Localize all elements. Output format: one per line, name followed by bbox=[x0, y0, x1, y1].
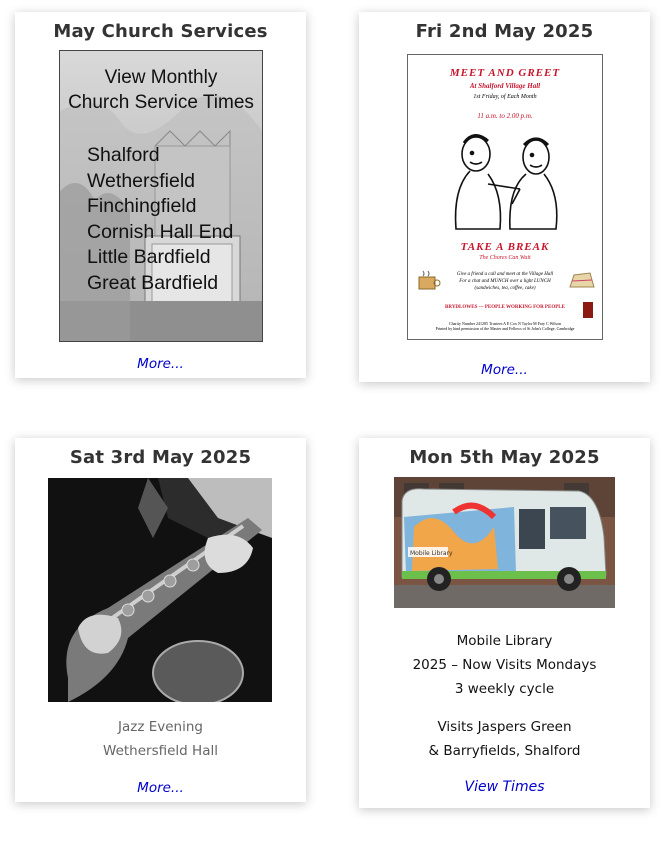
card-jazz-evening bbox=[15, 438, 306, 802]
poster-charity-line-2: Printed by kind permission of the Master and Fellows of St John's College, Cambridge bbox=[435, 326, 575, 331]
tea-cup-icon bbox=[416, 269, 442, 293]
saxophone-photo[interactable] bbox=[48, 478, 272, 702]
church-services-image[interactable] bbox=[59, 50, 263, 342]
wine-bottle-icon bbox=[580, 300, 596, 320]
place-item: Cornish Hall End bbox=[87, 220, 234, 243]
mobile-library-bus-image bbox=[394, 477, 615, 608]
poster-time: 11 a.m. to 2.00 p.m. bbox=[477, 112, 533, 120]
card-title: Mon 5th May 2025 bbox=[409, 447, 600, 468]
church-heading-line-2: Church Service Times bbox=[68, 92, 254, 113]
poster-venue: At Shalford Village Hall bbox=[469, 82, 541, 90]
place-item: Finchingfield bbox=[87, 195, 197, 217]
more-link[interactable]: More... bbox=[137, 780, 184, 796]
card-mobile-library bbox=[359, 438, 650, 808]
place-item: Shalford bbox=[87, 144, 160, 166]
place-item: Wethersfield bbox=[87, 169, 196, 192]
library-line-5: & Barryfields, Shalford bbox=[428, 743, 581, 759]
event-venue: Wethersfield Hall bbox=[103, 743, 218, 759]
poster-invite-line-3: (sandwiches, tea, coffee, cake) bbox=[474, 286, 536, 291]
place-item: Little Bardfield bbox=[87, 246, 211, 268]
poster-footer: BRYDLOWES — PEOPLE WORKING FOR PEOPLE bbox=[445, 305, 565, 310]
library-line-2: 2025 – Now Visits Mondays bbox=[412, 657, 597, 673]
place-item: Great Bardfield bbox=[87, 271, 219, 294]
library-line-1: Mobile Library bbox=[456, 633, 553, 649]
card-meet-and-greet bbox=[359, 12, 650, 382]
sandwich-icon bbox=[568, 267, 596, 291]
more-link[interactable]: More... bbox=[137, 356, 184, 372]
poster-invite bbox=[444, 271, 566, 292]
library-line-4: Visits Jaspers Green bbox=[437, 719, 572, 735]
cartoon-men-illustration bbox=[408, 129, 602, 239]
event-name: Jazz Evening bbox=[118, 719, 203, 735]
poster-invite-line-1: Give a friend a call and meet at the Village Hall bbox=[456, 272, 554, 277]
church-heading-line-1: View Monthly bbox=[104, 67, 218, 88]
card-church-services bbox=[15, 12, 306, 378]
poster-tagline: TAKE A BREAK bbox=[460, 241, 550, 253]
more-link[interactable]: More... bbox=[481, 362, 528, 378]
poster-charity bbox=[408, 321, 602, 331]
card-title: Sat 3rd May 2025 bbox=[69, 447, 252, 468]
view-times-link[interactable]: View Times bbox=[464, 779, 545, 795]
poster-charity-line-1: Charity Number 241285 Trustees A E Cox N Taylor M Fray C Wilson bbox=[448, 321, 562, 326]
card-title: May Church Services bbox=[53, 21, 268, 42]
card-title: Fri 2nd May 2025 bbox=[415, 21, 594, 42]
poster-headline: MEET AND GREET bbox=[449, 67, 561, 79]
saxophone-player-image bbox=[48, 478, 272, 702]
church-place-list bbox=[87, 143, 262, 296]
poster-invite-line-2: For a chat and MUNCH over a light LUNCH bbox=[459, 279, 551, 284]
library-line-3: 3 weekly cycle bbox=[454, 681, 555, 697]
poster-subtagline: The Chores Can Wait bbox=[479, 255, 531, 261]
poster-frequency: 1st Friday, of Each Month bbox=[473, 94, 537, 100]
bus-side-label: Mobile Library bbox=[410, 550, 453, 557]
church-image-heading bbox=[60, 65, 262, 115]
meet-and-greet-poster[interactable] bbox=[407, 54, 603, 340]
mobile-library-photo[interactable] bbox=[394, 477, 615, 608]
